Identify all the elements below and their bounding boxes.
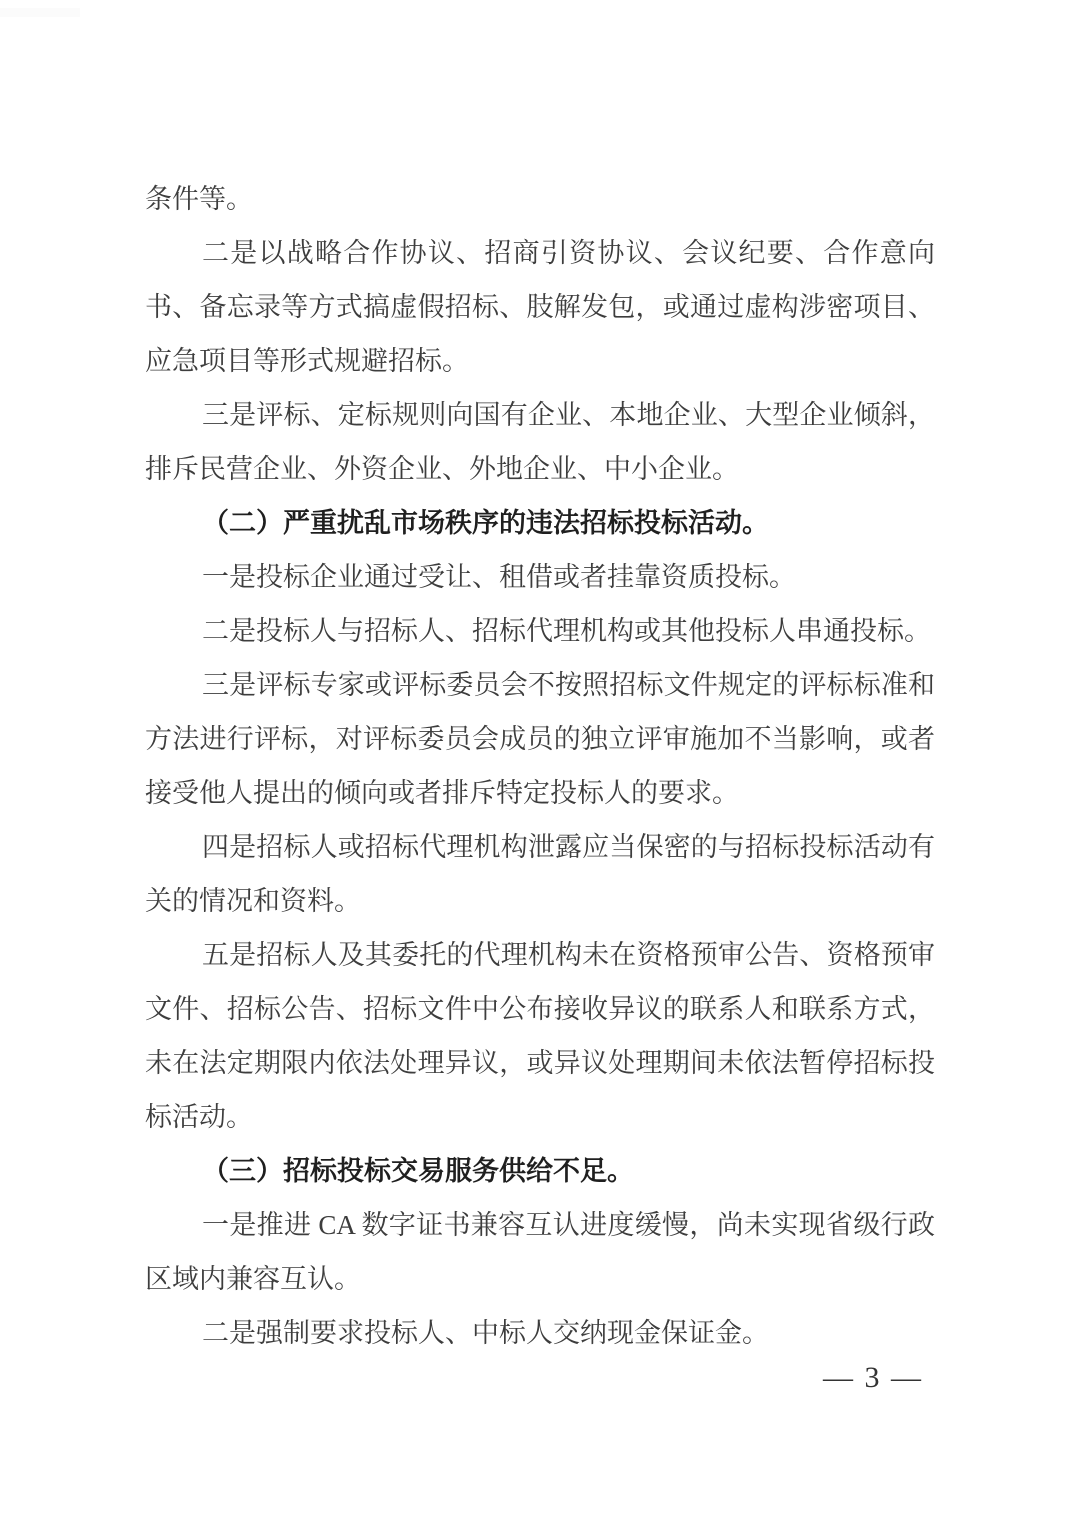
paragraph: 条件等。: [145, 184, 253, 214]
paragraph: 五是招标人及其委托的代理机构未在资格预审公告、资格预审文件、招标公告、招标文件中公布接收异议的联系人和联系方式，未在法定期限内依法处理异议，或异议处理期间未依法暂停招标投标活动。: [145, 940, 935, 1132]
paragraph: 四是招标人或招标代理机构泄露应当保密的与招标投标活动有关的情况和资料。: [145, 832, 935, 916]
paragraph: 一是推进 CA 数字证书兼容互认进度缓慢，尚未实现省级行政区域内兼容互认。: [145, 1210, 935, 1294]
paragraph: 三是评标专家或评标委员会不按照招标文件规定的评标标准和方法进行评标，对评标委员会成员的独立评审施加不当影响，或者接受他人提出的倾向或者排斥特定投标人的要求。: [145, 670, 935, 808]
paragraph: 二是投标人与招标人、招标代理机构或其他投标人串通投标。: [202, 616, 931, 646]
paragraph: 一是投标企业通过受让、租借或者挂靠资质投标。: [202, 562, 796, 592]
page-number: — 3 —: [823, 1361, 923, 1394]
paragraph: 二是强制要求投标人、中标人交纳现金保证金。: [202, 1318, 769, 1348]
paragraph: 二是以战略合作协议、招商引资协议、会议纪要、合作意向书、备忘录等方式搞虚假招标、肢解发包，或通过虚构涉密项目、应急项目等形式规避招标。: [145, 238, 935, 376]
section-heading: （二）严重扰乱市场秩序的违法招标投标活动。: [202, 508, 769, 538]
scan-artifact-band: [0, 8, 80, 17]
paragraph: 三是评标、定标规则向国有企业、本地企业、大型企业倾斜，排斥民营企业、外资企业、外地企业、中小企业。: [145, 400, 935, 484]
document-body: [145, 172, 935, 1360]
section-heading: （三）招标投标交易服务供给不足。: [202, 1156, 634, 1186]
